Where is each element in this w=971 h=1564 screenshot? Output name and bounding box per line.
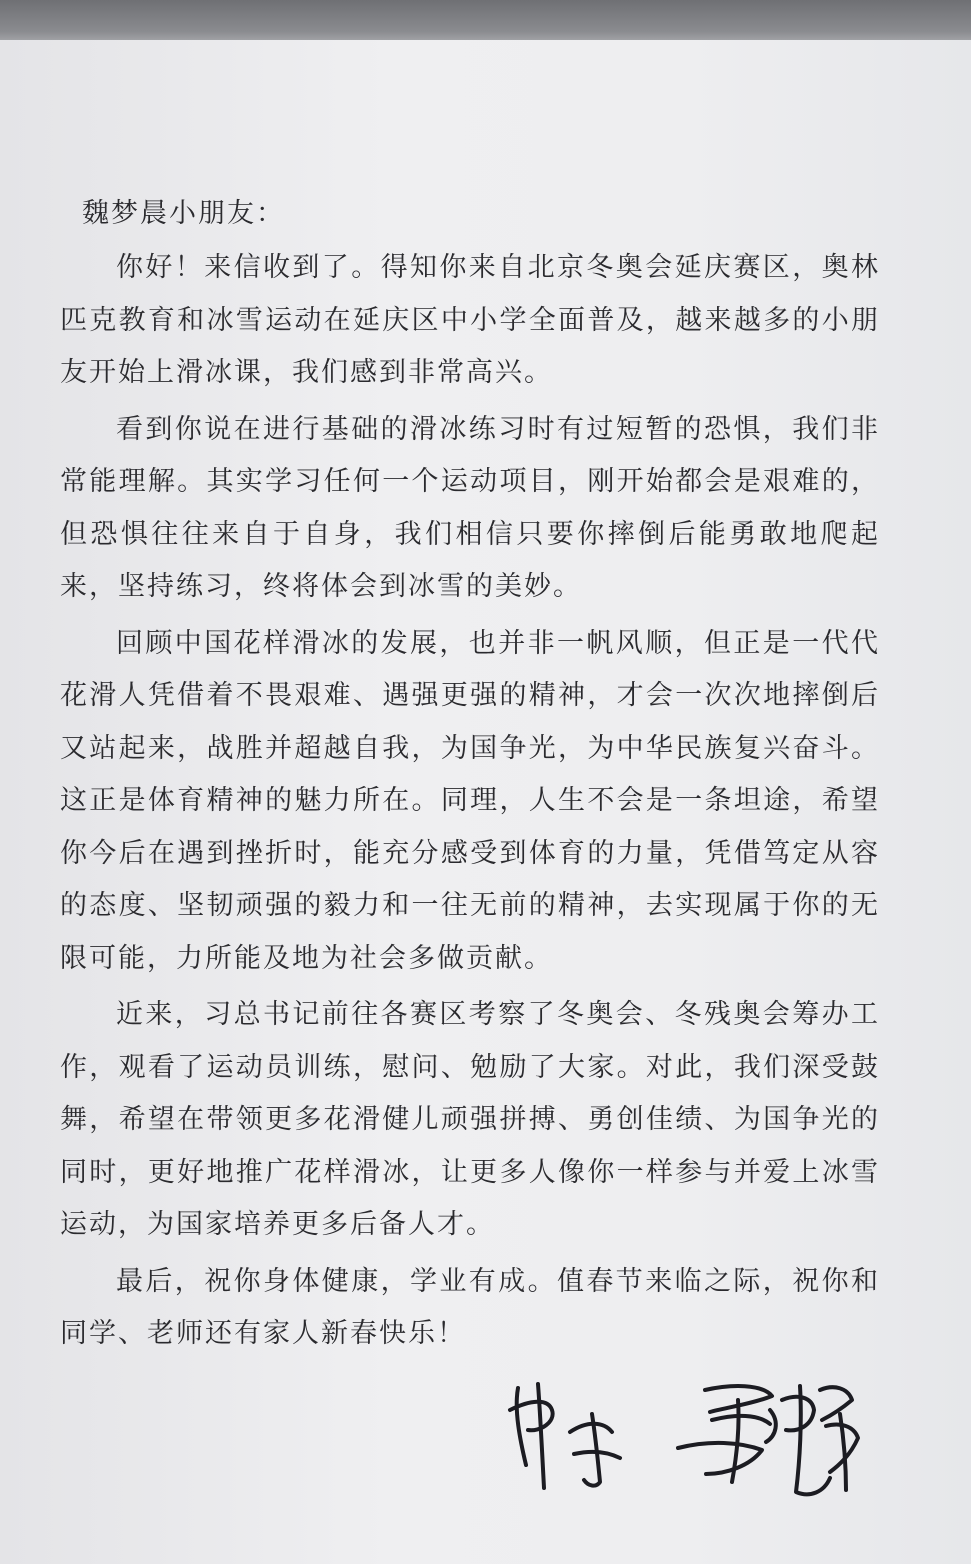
paragraph-2: 看到你说在进行基础的滑冰练习时有过短暂的恐惧，我们非常能理解。其实学习任何一个运动项目，刚开始都会是艰难的，但恐惧往往来自于自身，我们相信只要你摔倒后能勇敢地爬起来，坚持练习，终将体会到冰雪的美妙。 <box>60 413 880 602</box>
letter-body <box>60 188 880 1361</box>
paragraph-3: 回顾中国花样滑冰的发展，也并非一帆风顺，但正是一代代花滑人凭借着不畏艰难、遇强更强的精神，才会一次次地摔倒后又站起来，战胜并超越自我，为国争光，为中华民族复兴奋斗。这正是体育精神的魅力所在。同理，人生不会是一条坦途，希望你今后在遇到挫折时，能充分感受到体育的力量，凭借笃定从容的态度、坚韧顽强的毅力和一往无前的精神，去实现属于你的无限可能，力所能及地为社会多做贡献。 <box>60 627 880 974</box>
handwritten-signature <box>500 1370 880 1500</box>
salutation: 魏梦晨小朋友： <box>82 198 285 229</box>
signature-drawing <box>500 1370 880 1500</box>
paragraph-5: 最后，祝你身体健康，学业有成。值春节来临之际，祝你和同学、老师还有家人新春快乐！ <box>60 1265 880 1349</box>
paragraph-4: 近来，习总书记前往各赛区考察了冬奥会、冬残奥会筹办工作，观看了运动员训练，慰问、勉励了大家。对此，我们深受鼓舞，希望在带领更多花滑健儿顽强拼搏、勇创佳绩、为国争光的同时，更好地推广花样滑冰，让更多人像你一样参与并爱上冰雪运动，为国家培养更多后备人才。 <box>60 999 880 1240</box>
paragraph-1: 你好！来信收到了。得知你来自北京冬奥会延庆赛区，奥林匹克教育和冰雪运动在延庆区中小学全面普及，越来越多的小朋友开始上滑冰课，我们感到非常高兴。 <box>60 252 880 388</box>
